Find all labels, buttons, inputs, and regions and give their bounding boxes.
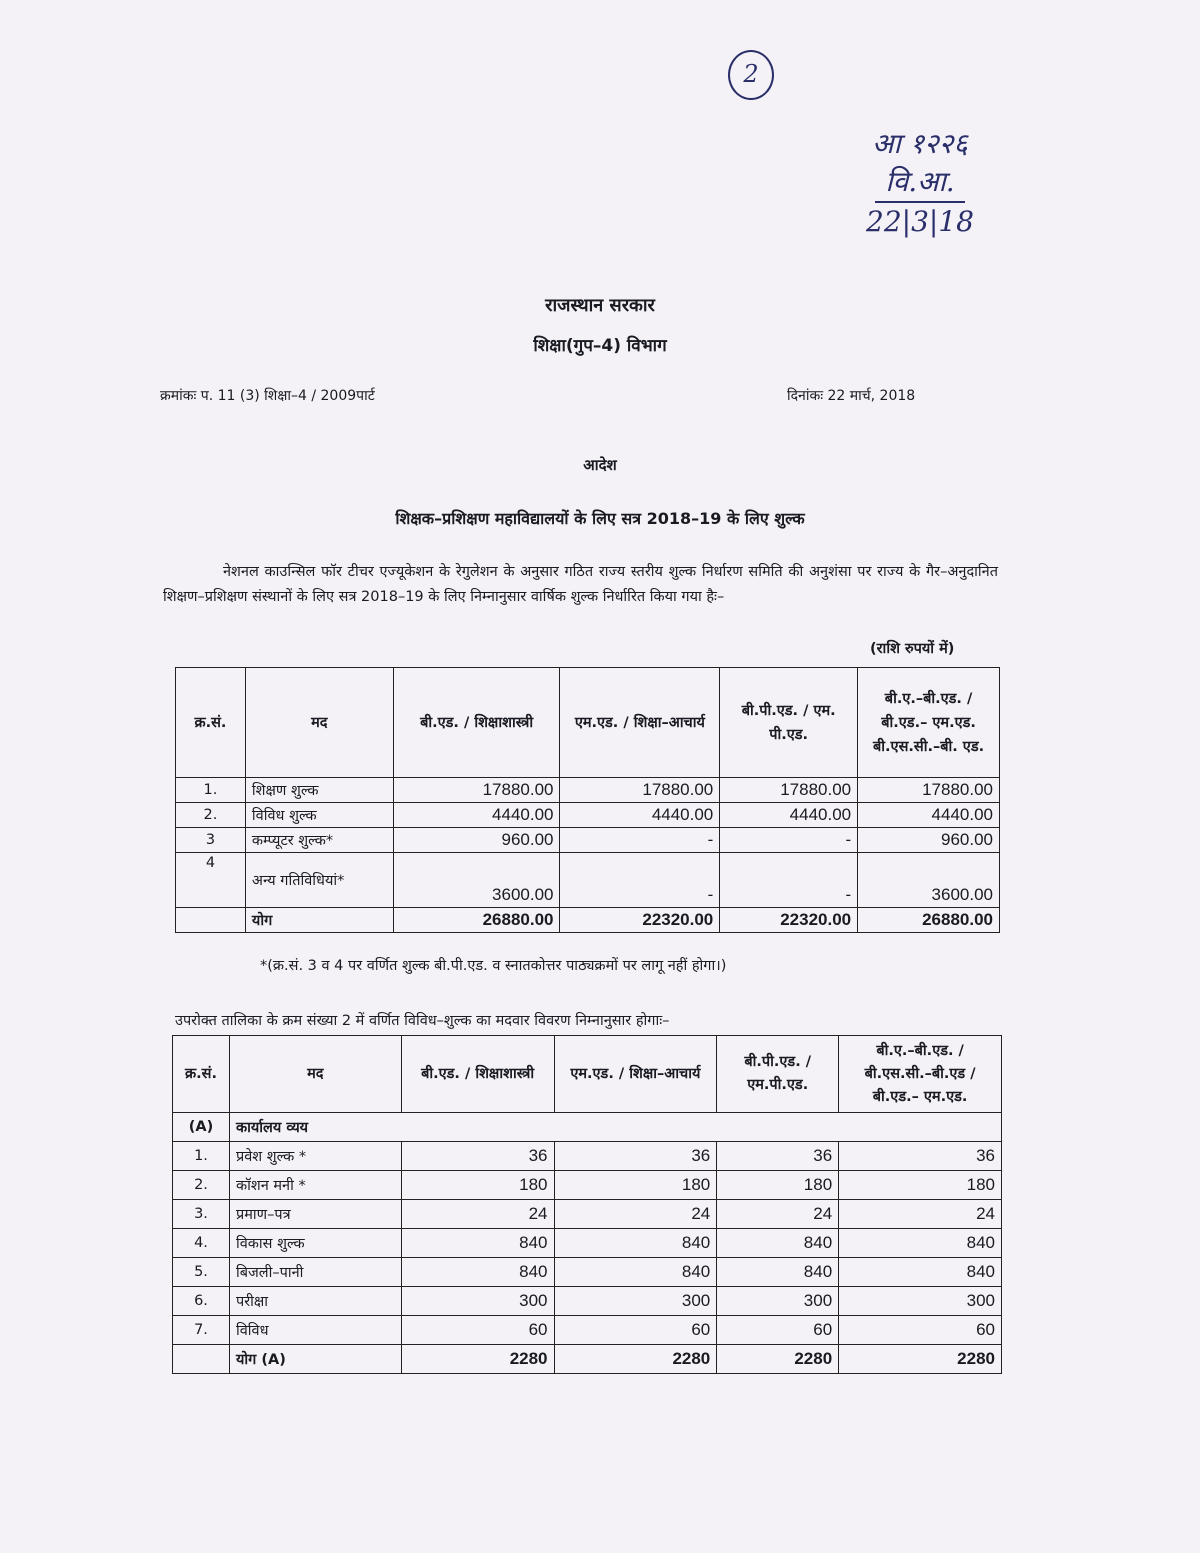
cell-med: -: [560, 828, 720, 853]
total-integrated: 26880.00: [858, 908, 1000, 933]
subject-line: शिक्षक–प्रशिक्षण महाविद्यालयों के लिए सत्र 2018–19 के लिए शुल्क: [395, 509, 805, 528]
total-label: योग: [245, 908, 393, 933]
cell-integrated: 60: [839, 1316, 1002, 1345]
header-integrated: बी.ए.–बी.एड. / बी.एड.– एम.एड. बी.एस.सी.–बी. एड.: [858, 668, 1000, 778]
cell-integrated: 24: [839, 1200, 1002, 1229]
header-integrated: बी.ए.–बी.एड. / बी.एस.सी.–बी.एड / बी.एड.– एम.एड.: [839, 1036, 1002, 1113]
row-item: विकास शुल्क: [229, 1229, 401, 1258]
row-sn: 4.: [173, 1229, 230, 1258]
cell-bed: 840: [401, 1258, 554, 1287]
table-row: [173, 1287, 1002, 1316]
cell-integrated: 4440.00: [858, 803, 1000, 828]
row-item: कॉशन मनी *: [229, 1171, 401, 1200]
cell-bped: 840: [717, 1229, 839, 1258]
header-item: मद: [229, 1036, 401, 1113]
page-number-circle: 2: [728, 50, 774, 100]
cell-med: 24: [554, 1200, 717, 1229]
table-row: [176, 803, 1000, 828]
row-item: शिक्षण शुल्क: [245, 778, 393, 803]
cell-integrated: 36: [839, 1142, 1002, 1171]
row-sn: 1.: [173, 1142, 230, 1171]
row-sn: 2.: [173, 1171, 230, 1200]
row-sn: 7.: [173, 1316, 230, 1345]
total-label: योग (A): [229, 1345, 401, 1374]
reference-number: क्रमांकः प. 11 (3) शिक्षा–4 / 2009पार्ट: [160, 388, 375, 404]
total-integrated: 2280: [839, 1345, 1002, 1374]
row-sn: 5.: [173, 1258, 230, 1287]
cell-med: 4440.00: [560, 803, 720, 828]
row-item: बिजली–पानी: [229, 1258, 401, 1287]
header-sn: क्र.सं.: [176, 668, 246, 778]
cell-bped: 36: [717, 1142, 839, 1171]
cell-bed: 17880.00: [393, 778, 560, 803]
total-med: 2280: [554, 1345, 717, 1374]
row-item: प्रमाण–पत्र: [229, 1200, 401, 1229]
cell-bed: 24: [401, 1200, 554, 1229]
header-bped: बी.पी.एड. / एम.पी.एड.: [717, 1036, 839, 1113]
cell-integrated: 840: [839, 1229, 1002, 1258]
table-row: [176, 778, 1000, 803]
misc-fee-breakdown-table: [172, 1035, 1002, 1374]
total-row: [173, 1345, 1002, 1374]
cell-bed: 36: [401, 1142, 554, 1171]
header-bped: बी.पी.एड. / एम. पी.एड.: [720, 668, 858, 778]
section-code: (A): [173, 1113, 230, 1142]
header-med: एम.एड. / शिक्षा–आचार्य: [554, 1036, 717, 1113]
cell-integrated: 17880.00: [858, 778, 1000, 803]
handwritten-line-1: आ १२२६: [872, 127, 968, 160]
total-bped: 2280: [717, 1345, 839, 1374]
total-row: [176, 908, 1000, 933]
cell-bped: 840: [717, 1258, 839, 1287]
row-sn: 4: [176, 853, 246, 908]
cell-bed: 960.00: [393, 828, 560, 853]
fee-table-header: [176, 668, 1000, 778]
section-label: कार्यालय व्यय: [229, 1113, 1001, 1142]
row-item: प्रवेश शुल्क *: [229, 1142, 401, 1171]
cell-bed: 180: [401, 1171, 554, 1200]
order-heading: आदेश: [583, 456, 617, 474]
cell-bped: -: [720, 853, 858, 908]
row-sn: 1.: [176, 778, 246, 803]
total-med: 22320.00: [560, 908, 720, 933]
row-sn: 3.: [173, 1200, 230, 1229]
cell-bed: 3600.00: [393, 853, 560, 908]
header-item: मद: [245, 668, 393, 778]
cell-bed: 300: [401, 1287, 554, 1316]
row-sn: 6.: [173, 1287, 230, 1316]
header-med: एम.एड. / शिक्षा–आचार्य: [560, 668, 720, 778]
department-title: शिक्षा(गुप–4) विभाग: [533, 336, 667, 356]
row-item: अन्य गतिविधियां*: [245, 853, 393, 908]
handwritten-annotation: [800, 125, 1040, 241]
cell-bed: 60: [401, 1316, 554, 1345]
body-paragraph: नेशनल काउन्सिल फॉर टीचर एज्यूकेशन के रेगुलेशन के अनुसार गठित राज्य स्तरीय शुल्क निर्धारण समिति की अनुशंसा पर राज्य के गैर–अनुदानित शिक्षण–प्रशिक्षण संस्थानों के लिए सत्र 2018–19 के लिए निम्नानुसार वार्षिक शुल्क निर्धारित किया गया हैः–: [163, 564, 998, 605]
cell-integrated: 300: [839, 1287, 1002, 1316]
breakdown-table-header: [173, 1036, 1002, 1113]
table-row: [176, 828, 1000, 853]
cell-bed: 4440.00: [393, 803, 560, 828]
table-row: [173, 1142, 1002, 1171]
cell-bped: 180: [717, 1171, 839, 1200]
cell-bped: -: [720, 828, 858, 853]
row-sn: 3: [176, 828, 246, 853]
header-sn: क्र.सं.: [173, 1036, 230, 1113]
unit-note: (राशि रुपयों में): [870, 641, 955, 657]
cell-med: 17880.00: [560, 778, 720, 803]
row-sn: 2.: [176, 803, 246, 828]
table-row: [173, 1316, 1002, 1345]
handwritten-date: 22|3|18: [866, 205, 974, 238]
order-date: दिनांकः 22 मार्च, 2018: [787, 388, 916, 404]
cell-bped: 4440.00: [720, 803, 858, 828]
total-bed: 26880.00: [393, 908, 560, 933]
table-row: [173, 1171, 1002, 1200]
cell-med: 840: [554, 1229, 717, 1258]
cell-bped: 24: [717, 1200, 839, 1229]
cell-integrated: 180: [839, 1171, 1002, 1200]
row-item: विविध शुल्क: [245, 803, 393, 828]
second-table-intro: उपरोक्त तालिका के क्रम संख्या 2 में वर्णित विविध–शुल्क का मदवार विवरण निम्नानुसार होगाः–: [175, 1013, 670, 1029]
total-bed: 2280: [401, 1345, 554, 1374]
header-bed: बी.एड. / शिक्षाशास्त्री: [401, 1036, 554, 1113]
cell-med: 36: [554, 1142, 717, 1171]
cell-med: 180: [554, 1171, 717, 1200]
table-row: [176, 853, 1000, 908]
section-row: [173, 1113, 1002, 1142]
cell-med: -: [560, 853, 720, 908]
total-sn-empty: [176, 908, 246, 933]
cell-med: 60: [554, 1316, 717, 1345]
table-row: [173, 1200, 1002, 1229]
cell-bped: 17880.00: [720, 778, 858, 803]
fee-table: [175, 667, 1000, 933]
handwritten-line-2: वि.आ.: [875, 163, 964, 203]
cell-med: 840: [554, 1258, 717, 1287]
row-item: विविध: [229, 1316, 401, 1345]
cell-integrated: 960.00: [858, 828, 1000, 853]
table-row: [173, 1258, 1002, 1287]
cell-integrated: 840: [839, 1258, 1002, 1287]
government-title: राजस्थान सरकार: [545, 295, 655, 316]
row-item: परीक्षा: [229, 1287, 401, 1316]
footnote: *(क्र.सं. 3 व 4 पर वर्णित शुल्क बी.पी.एड. व स्नातकोत्तर पाठ्यक्रमों पर लागू नहीं होगा।): [260, 958, 727, 974]
total-bped: 22320.00: [720, 908, 858, 933]
table-row: [173, 1229, 1002, 1258]
header-bed: बी.एड. / शिक्षाशास्त्री: [393, 668, 560, 778]
total-sn-empty: [173, 1345, 230, 1374]
row-item: कम्प्यूटर शुल्क*: [245, 828, 393, 853]
cell-integrated: 3600.00: [858, 853, 1000, 908]
cell-bed: 840: [401, 1229, 554, 1258]
cell-bped: 300: [717, 1287, 839, 1316]
cell-bped: 60: [717, 1316, 839, 1345]
cell-med: 300: [554, 1287, 717, 1316]
